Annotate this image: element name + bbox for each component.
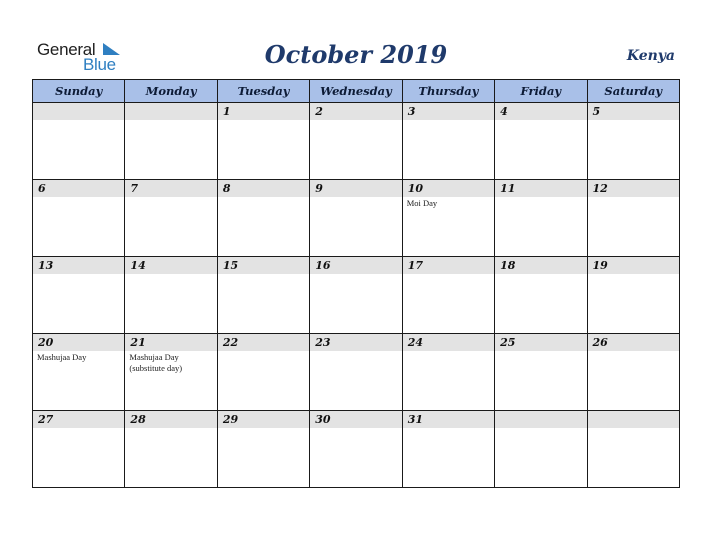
- day-number: 8: [222, 182, 231, 195]
- day-number-bar: [495, 411, 586, 428]
- day-cell: [33, 257, 125, 334]
- day-cell: [33, 103, 125, 180]
- calendar-title: October 2019: [264, 40, 448, 69]
- day-cell: [125, 334, 217, 411]
- day-number-bar: [588, 257, 679, 274]
- week-row: [33, 180, 680, 257]
- day-cell: [217, 411, 309, 488]
- day-cell: [125, 103, 217, 180]
- day-number-bar: [403, 411, 494, 428]
- day-number: 23: [315, 336, 331, 349]
- day-number-bar: [33, 180, 124, 197]
- day-number: 9: [315, 182, 323, 195]
- day-number: 29: [222, 413, 239, 426]
- week-row: [33, 411, 680, 488]
- day-number: 11: [500, 182, 516, 195]
- day-number: 17: [407, 259, 423, 272]
- weekday-header: Wednesday: [310, 80, 402, 103]
- day-number: 3: [407, 105, 416, 118]
- day-number-bar: [403, 257, 494, 274]
- day-number: 25: [500, 336, 516, 349]
- day-cell: [495, 257, 587, 334]
- day-number-bar: [125, 334, 216, 351]
- day-number-bar: [33, 334, 124, 351]
- day-number: 14: [130, 259, 146, 272]
- day-number-bar: [218, 334, 309, 351]
- week-row: [33, 334, 680, 411]
- day-number-bar: [125, 180, 216, 197]
- day-number: 5: [592, 105, 601, 118]
- day-number-bar: [33, 411, 124, 428]
- day-number: 22: [222, 336, 239, 349]
- holiday-label: Moi Day: [406, 198, 438, 208]
- day-number: 21: [130, 336, 146, 349]
- holiday-label: (substitute day): [129, 363, 183, 373]
- day-cell: [310, 103, 402, 180]
- day-number-bar: [588, 103, 679, 120]
- day-cell: [587, 180, 679, 257]
- day-cell: [587, 411, 679, 488]
- day-number-bar: [495, 334, 586, 351]
- day-cell: [310, 411, 402, 488]
- day-number-bar: [310, 103, 401, 120]
- day-number: 31: [407, 413, 423, 426]
- day-cell: [402, 103, 494, 180]
- day-cell: [217, 180, 309, 257]
- weekday-header: Monday: [125, 80, 217, 103]
- day-cell: [125, 411, 217, 488]
- day-cell: [217, 103, 309, 180]
- day-cell: [495, 103, 587, 180]
- day-number-bar: [588, 180, 679, 197]
- day-cell: [495, 180, 587, 257]
- day-number-bar: [218, 257, 309, 274]
- day-number-bar: [125, 257, 216, 274]
- day-number-bar: [310, 257, 401, 274]
- weekday-header: Saturday: [587, 80, 679, 103]
- day-number: 10: [407, 182, 423, 195]
- day-cell: [495, 334, 587, 411]
- day-number: 4: [500, 105, 508, 118]
- logo-word-general: General: [37, 40, 96, 59]
- day-number: 18: [500, 259, 516, 272]
- day-number: 28: [130, 413, 146, 426]
- day-number: 2: [315, 105, 323, 118]
- day-cell: [33, 411, 125, 488]
- day-number: 12: [592, 182, 608, 195]
- day-number-bar: [125, 103, 216, 120]
- day-number-bar: [125, 411, 216, 428]
- day-cell: [310, 257, 402, 334]
- day-number-bar: [310, 411, 401, 428]
- day-cell: [402, 411, 494, 488]
- day-number-bar: [403, 334, 494, 351]
- week-row: [33, 257, 680, 334]
- country-label: Kenya: [626, 48, 675, 64]
- weekday-header-row: [33, 80, 680, 103]
- day-number-bar: [495, 257, 586, 274]
- day-number-bar: [588, 334, 679, 351]
- day-number-bar: [310, 334, 401, 351]
- day-number-bar: [403, 180, 494, 197]
- holiday-label: Mashujaa Day: [37, 352, 87, 362]
- weekday-header: Sunday: [33, 80, 125, 103]
- day-number: 6: [38, 182, 46, 195]
- day-cell: [33, 334, 125, 411]
- day-number: 13: [38, 259, 54, 272]
- logo-word-blue: Blue: [83, 55, 116, 74]
- day-number: 15: [222, 259, 239, 272]
- weekday-header: Thursday: [402, 80, 494, 103]
- day-number: 20: [38, 336, 54, 349]
- day-number-bar: [495, 180, 586, 197]
- day-cell: [217, 334, 309, 411]
- day-cell: [310, 180, 402, 257]
- day-cell: [587, 334, 679, 411]
- day-number-bar: [218, 103, 309, 120]
- day-number-bar: [588, 411, 679, 428]
- day-cell: [495, 411, 587, 488]
- day-number: 24: [407, 336, 423, 349]
- day-number-bar: [495, 103, 586, 120]
- day-number: 16: [315, 259, 331, 272]
- day-cell: [587, 257, 679, 334]
- calendar-grid: [32, 79, 680, 488]
- day-number: 19: [592, 259, 608, 272]
- week-row: [33, 103, 680, 180]
- day-cell: [310, 334, 402, 411]
- day-number: 30: [315, 413, 331, 426]
- day-number: 27: [38, 413, 54, 426]
- day-cell: [402, 180, 494, 257]
- holiday-label: Mashujaa Day: [129, 352, 179, 362]
- day-number: 1: [222, 105, 231, 118]
- day-number: 26: [592, 336, 608, 349]
- weekday-header: Friday: [495, 80, 587, 103]
- day-cell: [125, 180, 217, 257]
- day-number-bar: [33, 257, 124, 274]
- day-cell: [125, 257, 217, 334]
- calendar-body: [33, 103, 680, 488]
- day-cell: [402, 257, 494, 334]
- day-number-bar: [218, 411, 309, 428]
- day-cell: [587, 103, 679, 180]
- day-cell: [402, 334, 494, 411]
- day-cell: [33, 180, 125, 257]
- day-number: 7: [130, 182, 139, 195]
- weekday-header: Tuesday: [217, 80, 309, 103]
- day-number-bar: [310, 180, 401, 197]
- day-number-bar: [218, 180, 309, 197]
- day-cell: [217, 257, 309, 334]
- day-number-bar: [403, 103, 494, 120]
- day-number-bar: [33, 103, 124, 120]
